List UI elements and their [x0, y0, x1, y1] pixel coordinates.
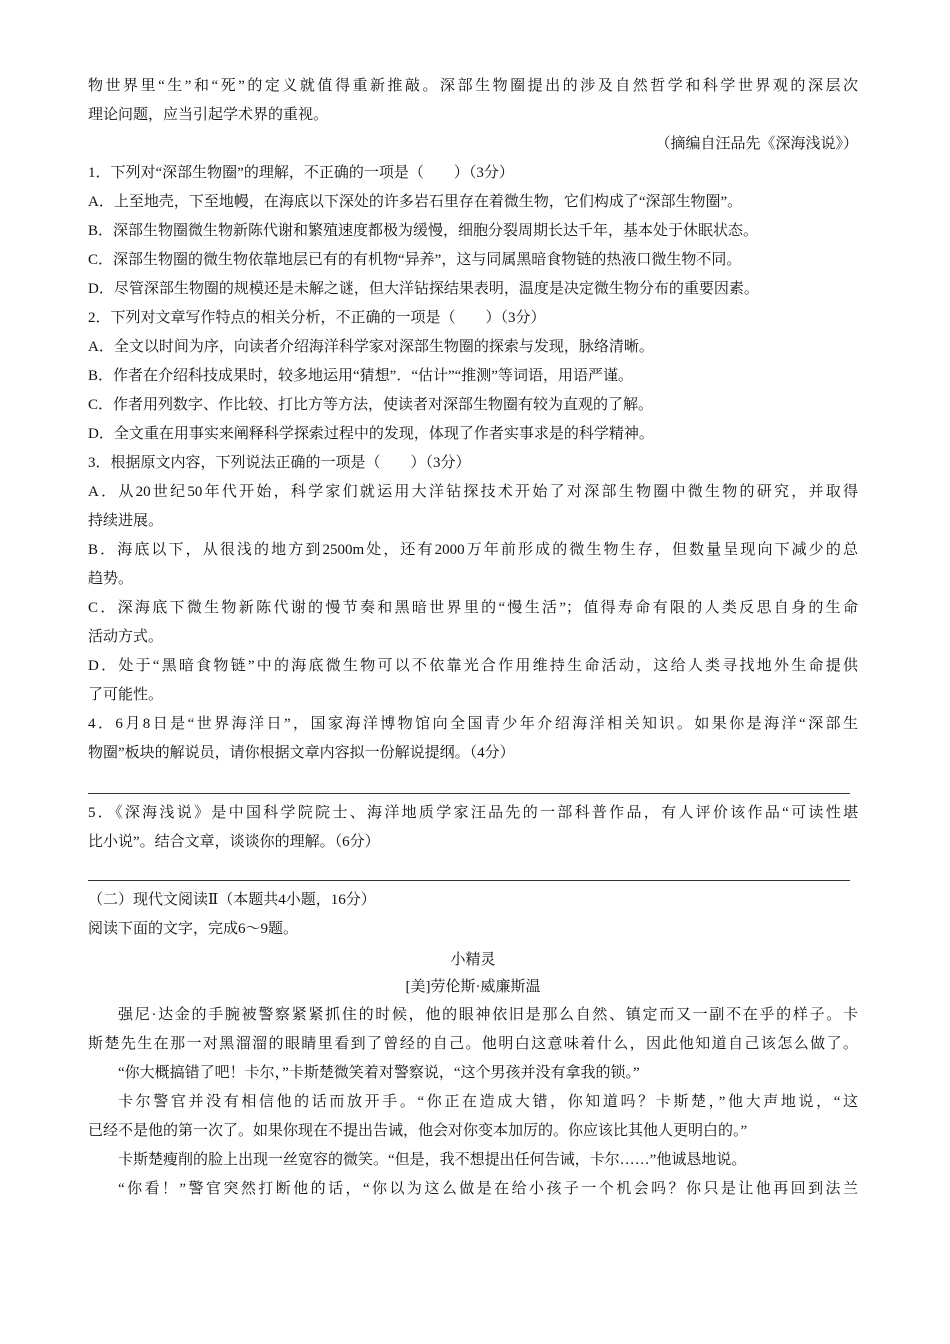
- question-3-option-c-cont: 活动方式。: [88, 629, 164, 645]
- question-2-option-b: B．作者在介绍科技成果时，较多地运用“猜想”．“估计”“推测”等词语，用语严谨。: [88, 368, 633, 384]
- question-3-stem: 3．根据原文内容，下列说法正确的一项是（ ）（3分）: [88, 455, 471, 471]
- story-line: “你大概搞错了吧！卡尔，”卡斯楚微笑着对警察说，“这个男孩并没有拿我的锁。”: [118, 1065, 640, 1081]
- story-title: 小精灵: [450, 952, 496, 968]
- question-2-option-d: D．全文重在用事实来阐释科学探索过程中的发现，体现了作者实事求是的科学精神。: [88, 426, 654, 442]
- question-3-option-d-cont: 了可能性。: [88, 687, 164, 703]
- question-3-option-a-cont: 持续进展。: [88, 513, 164, 529]
- answer-line[interactable]: [88, 793, 850, 794]
- question-3-option-d: D．处于“黑暗食物链”中的海底微生物可以不依靠光合作用维持生命活动，这给人类寻找地外生命提供: [88, 658, 858, 674]
- question-3-option-b: B．海底以下，从很浅的地方到2500m处，还有2000万年前形成的微生物生存，但数量呈现向下减少的总: [88, 542, 858, 558]
- story-line: 卡尔警官并没有相信他的话而放开手。“你正在造成大错，你知道吗？卡斯楚，”他大声地说，“这: [118, 1094, 858, 1110]
- question-3-option-b-cont: 趋势。: [88, 571, 134, 587]
- question-2-option-a: A．全文以时间为序，向读者介绍海洋科学家对深部生物圈的探索与发现，脉络清晰。: [88, 339, 654, 355]
- question-1-option-a: A．上至地壳，下至地幔，在海底以下深处的许多岩石里存在着微生物，它们构成了“深部生物圈”。: [88, 194, 743, 210]
- section-heading: （二）现代文阅读Ⅱ（本题共4小题，16分）: [88, 892, 376, 908]
- question-3-option-a: A．从20世纪50年代开始，科学家们就运用大洋钻探技术开始了对深部生物圈中微生物的研究，并取得: [88, 484, 858, 500]
- question-2-option-c: C．作者用列数字、作比较、打比方等方法，使读者对深部生物圈有较为直观的了解。: [88, 397, 654, 413]
- story-line: 强尼·达金的手腕被警察紧紧抓住的时候，他的眼神依旧是那么自然、镇定而又一副不在乎的样子。卡: [118, 1007, 858, 1023]
- question-1-stem: 1．下列对“深部生物圈”的理解，不正确的一项是（ ）（3分）: [88, 165, 514, 181]
- question-5-stem-cont: 比小说”。结合文章，谈谈你的理解。（6分）: [88, 834, 380, 850]
- passage-line: 物世界里“生”和“死”的定义就值得重新推敲。深部生物圈提出的涉及自然哲学和科学世界观的深层次: [88, 78, 858, 94]
- passage-line: 理论问题，应当引起学术界的重视。: [88, 107, 329, 123]
- answer-line[interactable]: [88, 880, 850, 881]
- story-author: [美]劳伦斯·威廉斯温: [405, 979, 541, 995]
- story-line: 斯楚先生在那一对黑溜溜的眼睛里看到了曾经的自己。他明白这意味着什么，因此他知道自己该怎么做了。: [88, 1036, 858, 1052]
- story-line: 卡斯楚瘦削的脸上出现一丝宽容的微笑。“但是，我不想提出任何告诫，卡尔……”他诚恳地说。: [118, 1152, 747, 1168]
- question-1-option-d: D．尽管深部生物圈的规模还是未解之谜，但大洋钻探结果表明，温度是决定微生物分布的重要因素。: [88, 281, 759, 297]
- source-citation: （摘编自汪品先《深海浅说》）: [655, 136, 858, 152]
- question-3-option-c: C．深海底下微生物新陈代谢的慢节奏和黑暗世界里的“慢生活”；值得寿命有限的人类反思自身的生命: [88, 600, 858, 616]
- question-1-option-b: B．深部生物圈微生物新陈代谢和繁殖速度都极为缓慢，细胞分裂周期长达千年，基本处于休眠状态。: [88, 223, 759, 239]
- question-2-stem: 2．下列对文章写作特点的相关分析，不正确的一项是（ ）（3分）: [88, 310, 546, 326]
- question-5-stem: 5．《深海浅说》是中国科学院院士、海洋地质学家汪品先的一部科普作品，有人评价该作品“可读性堪: [88, 805, 858, 821]
- story-line: 已经不是他的第一次了。如果你现在不提出告诫，他会对你变本加厉的。你应该比其他人更明白的。”: [88, 1123, 748, 1139]
- question-4-stem-cont: 物圈”板块的解说员，请你根据文章内容拟一份解说提纲。（4分）: [88, 745, 515, 761]
- question-4-stem: 4．6月8日是“世界海洋日”，国家海洋博物馆向全国青少年介绍海洋相关知识。如果你是海洋“深部生: [88, 716, 858, 732]
- section-instruction: 阅读下面的文字，完成6～9题。: [88, 921, 299, 937]
- story-line: “你看！”警官突然打断他的话，“你以为这么做是在给小孩子一个机会吗？你只是让他再回到法兰: [118, 1181, 858, 1197]
- question-1-option-c: C．深部生物圈的微生物依靠地层已有的有机物“异养”，这与同属黑暗食物链的热液口微生物不同。: [88, 252, 742, 268]
